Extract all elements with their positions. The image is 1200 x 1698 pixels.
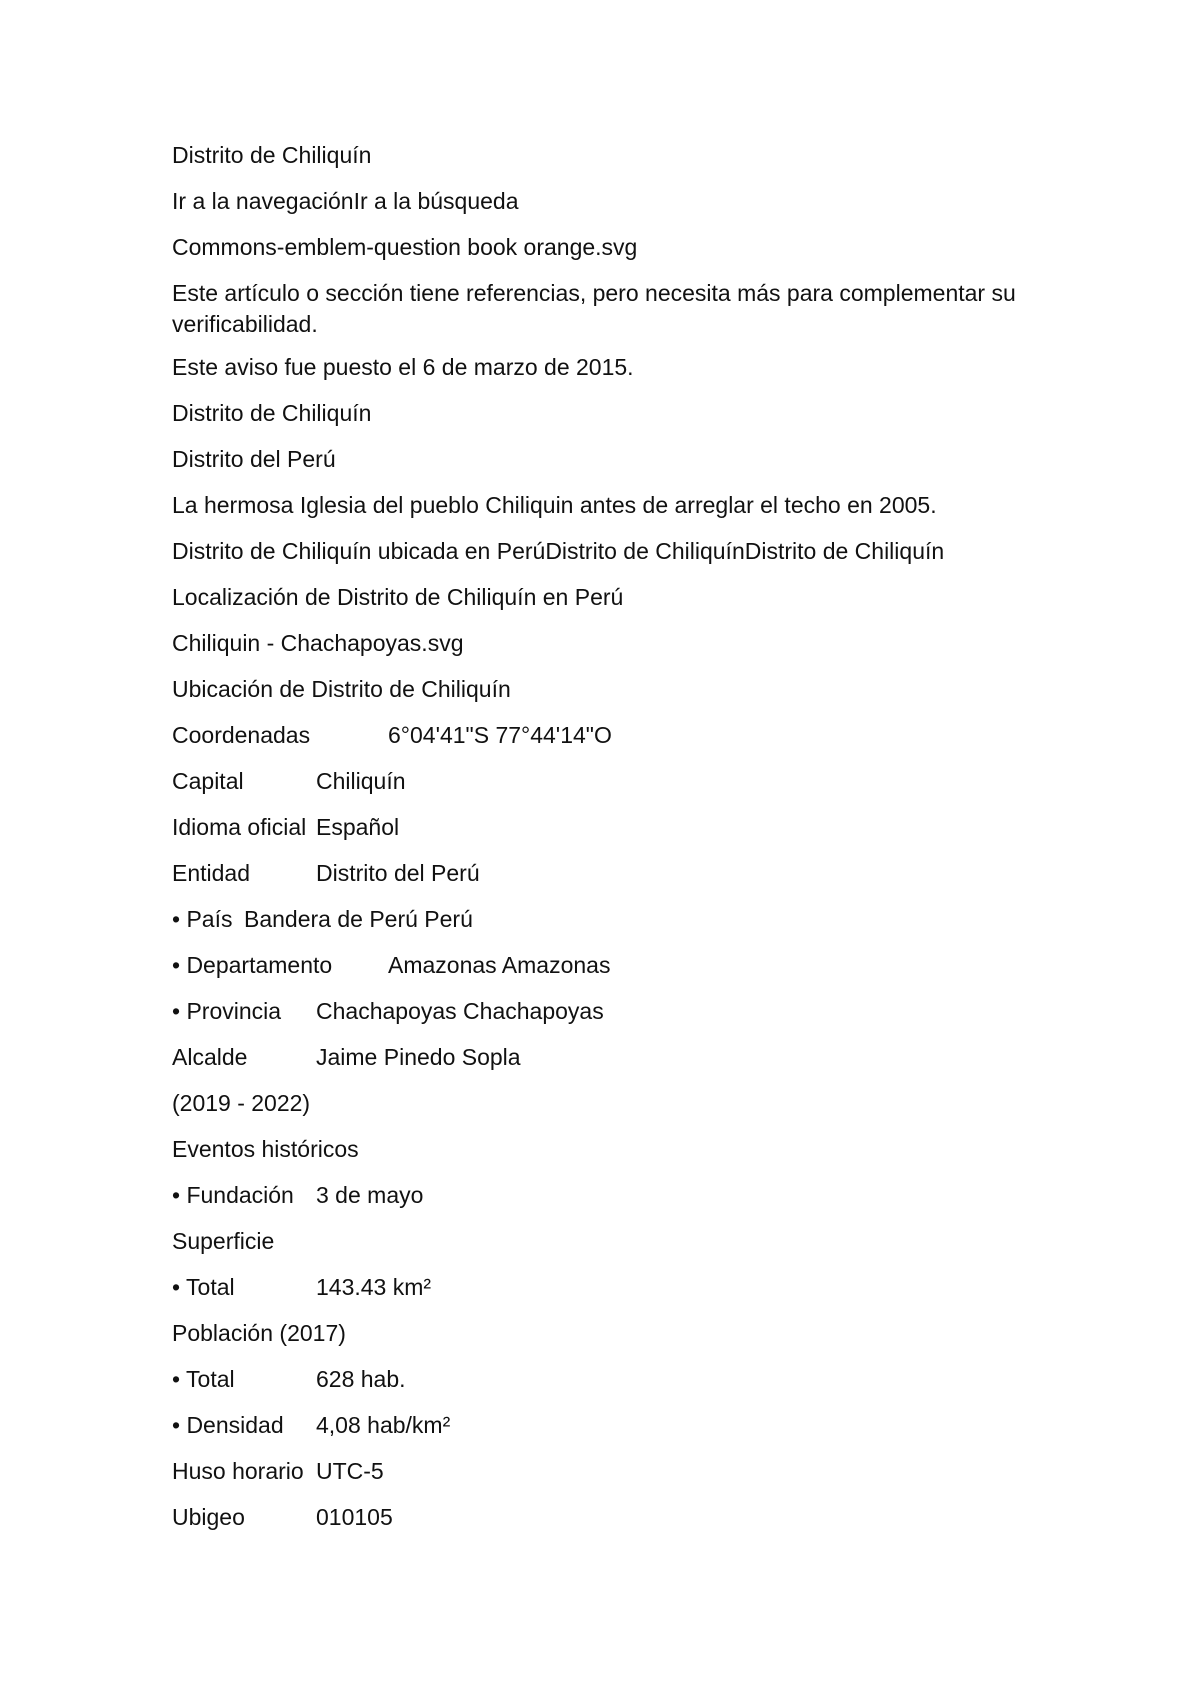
province-value: Chachapoyas Chachapoyas [316,998,604,1024]
notice-date: Este aviso fue puesto el 6 de marzo de 2015. [172,354,634,380]
row-label: Ubigeo [172,1504,245,1530]
row-label: Entidad [172,860,251,886]
row-label: • Total [172,1274,235,1300]
article-title: Distrito de Chiliquín [172,142,372,168]
row-label: • Provincia [172,998,282,1024]
image-caption: La hermosa Iglesia del pueblo Chiliquin antes de arreglar el techo en 2005. [172,492,937,518]
infobox-row-country [172,904,1052,935]
infobox-row-capital [172,766,1052,797]
country-value: Bandera de Perú Perú [244,906,473,932]
infobox-row-area-total [172,1272,1052,1303]
row-label: Alcalde [172,1044,248,1070]
mayor-term: (2019 - 2022) [172,1090,311,1116]
infobox-row-density [172,1410,1052,1441]
ubigeo-value: 010105 [316,1504,393,1530]
row-label: Capital [172,768,244,794]
language-value: Español [316,814,400,840]
infobox-subtitle: Distrito del Perú [172,446,336,472]
location-caption: Ubicación de Distrito de Chiliquín [172,676,511,702]
infobox-row-ubigeo [172,1502,1052,1533]
infobox-row-foundation [172,1180,1052,1211]
row-label: • Densidad [172,1412,284,1438]
capital-value: Chiliquín [316,768,406,794]
area-total-value: 143.43 km² [316,1274,432,1300]
references-notice: Este artículo o sección tiene referencias, pero necesita más para complementar su verificabilidad. [172,280,1016,337]
row-label: • País [172,906,233,932]
infobox-row-entity [172,858,1052,889]
article-body [172,140,1052,1548]
infobox-row-mayor [172,1042,1052,1073]
coordinates-value[interactable]: 6°04'41"S 77°44'14"O [388,722,612,748]
population-heading: Población (2017) [172,1320,346,1346]
population-total-value: 628 hab. [316,1366,406,1392]
infobox-row-population-total [172,1364,1052,1395]
infobox-row-department [172,950,1052,981]
map-file-name: Chiliquin - Chachapoyas.svg [172,630,464,656]
skip-links[interactable]: Ir a la navegaciónIr a la búsqueda [172,188,519,214]
map-label: Distrito de Chiliquín ubicada en PerúDistrito de ChiliquínDistrito de Chiliquín [172,538,945,564]
events-heading: Eventos históricos [172,1136,359,1162]
infobox-title: Distrito de Chiliquín [172,400,372,426]
department-value: Amazonas Amazonas [388,952,611,978]
area-heading: Superficie [172,1228,275,1254]
row-label: Idioma oficial [172,814,307,840]
row-label: • Fundación [172,1182,294,1208]
map-caption: Localización de Distrito de Chiliquín en Perú [172,584,624,610]
infobox-row-province [172,996,1052,1027]
row-label: • Departamento [172,952,333,978]
infobox-row-coordinates [172,720,1052,751]
emblem-file-name: Commons-emblem-question book orange.svg [172,234,638,260]
row-label: • Total [172,1366,235,1392]
row-label: Huso horario [172,1458,304,1484]
infobox-row-timezone [172,1456,1052,1487]
timezone-value: UTC-5 [316,1458,384,1484]
density-value: 4,08 hab/km² [316,1412,451,1438]
mayor-value: Jaime Pinedo Sopla [316,1044,521,1070]
infobox-row-language [172,812,1052,843]
foundation-value: 3 de mayo [316,1182,424,1208]
entity-value: Distrito del Perú [316,860,480,886]
row-label: Coordenadas [172,722,311,748]
